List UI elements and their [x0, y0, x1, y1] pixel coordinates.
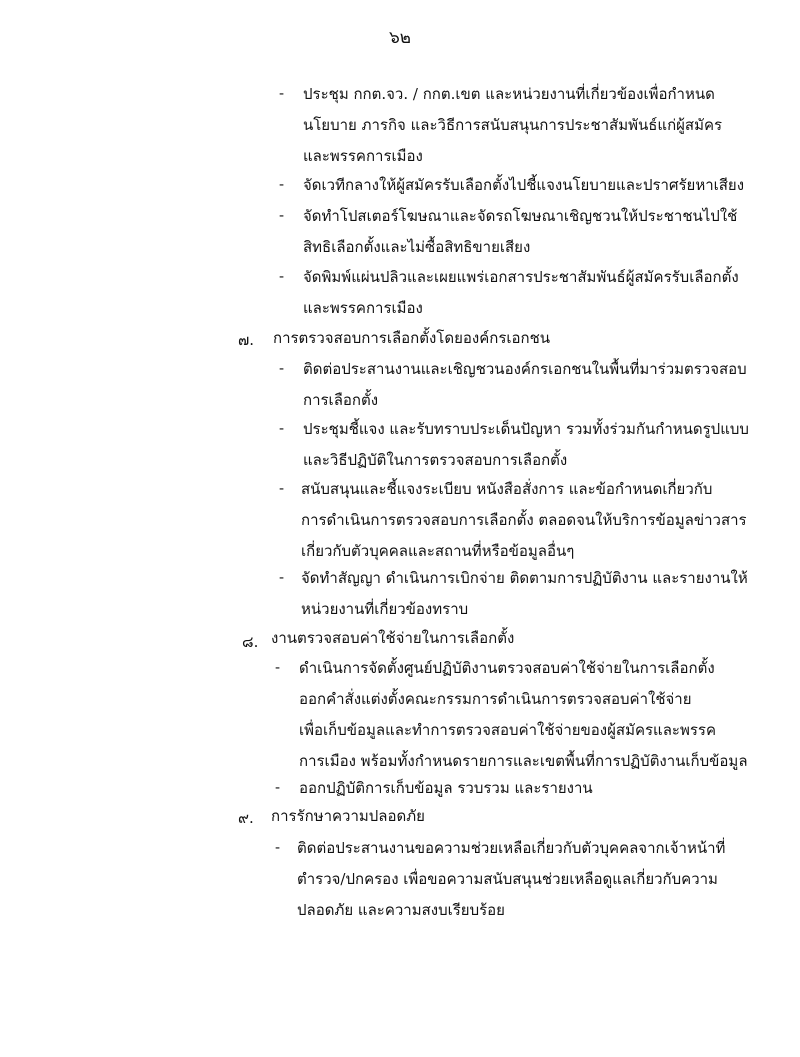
bullet-dash: -	[279, 568, 285, 586]
item-text: เกี่ยวกับตัวบุคคลและสถานที่หรือข้อมูลอื่นๆ	[301, 542, 575, 560]
item-text: จัดทำสัญญา ดำเนินการเบิกจ่าย ติดตามการปฏิบัติงาน และรายงานให้	[301, 569, 748, 587]
item-text: ดำเนินการจัดตั้งศูนย์ปฏิบัติงานตรวจสอบค่าใช้จ่ายในการเลือกตั้ง	[299, 659, 715, 677]
item-text: สนับสนุนและชี้แจงระเบียบ หนังสือสั่งการ และข้อกำหนดเกี่ยวกับ	[301, 480, 713, 498]
bullet-dash: -	[279, 84, 285, 102]
item-text: จัดทำโปสเตอร์โฆษณาและจัดรถโฆษณาเชิญชวนให้ประชาชนไปใช้	[303, 207, 738, 225]
item-text: ออกปฏิบัติการเก็บข้อมูล รวบรวม และรายงาน	[299, 779, 593, 797]
section-number: ๙.	[238, 809, 254, 827]
item-text: และพรรคการเมือง	[303, 147, 423, 165]
item-text: ติดต่อประสานงานและเชิญชวนองค์กรเอกชนในพื้นที่มาร่วมตรวจสอบ	[303, 360, 747, 378]
item-text: นโยบาย ภารกิจ และวิธีการสนับสนุนการประชาสัมพันธ์แก่ผู้สมัคร	[303, 116, 723, 134]
bullet-dash: -	[279, 359, 285, 377]
item-text: ออกคำสั่งแต่งตั้งคณะกรรมการดำเนินการตรวจสอบค่าใช้จ่าย	[299, 690, 692, 708]
item-text: เพื่อเก็บข้อมูลและทำการตรวจสอบค่าใช้จ่ายของผู้สมัครและพรรค	[299, 721, 717, 739]
bullet-dash: -	[279, 206, 285, 224]
section-title: การตรวจสอบการเลือกตั้งโดยองค์กรเอกชน	[273, 329, 551, 347]
section-title: งานตรวจสอบค่าใช้จ่ายในการเลือกตั้ง	[271, 629, 515, 647]
bullet-dash: -	[275, 658, 281, 676]
item-text: จัดพิมพ์แผ่นปลิวและเผยแพร่เอกสารประชาสัมพันธ์ผู้สมัครรับเลือกตั้ง	[303, 268, 739, 286]
item-text: สิทธิเลือกตั้งและไม่ซื้อสิทธิขายเสียง	[303, 238, 531, 256]
bullet-dash: -	[279, 267, 285, 285]
section-title: การรักษาความปลอดภัย	[271, 807, 425, 825]
item-text: หน่วยงานที่เกี่ยวข้องทราบ	[301, 600, 469, 618]
item-text: ติดต่อประสานงานขอความช่วยเหลือเกี่ยวกับตัวบุคคลจากเจ้าหน้าที่	[297, 839, 726, 857]
page-number: ๖๒	[389, 28, 411, 48]
item-text: ประชุม กกต.จว. / กกต.เขต และหน่วยงานที่เกี่ยวข้องเพื่อกำหนด	[303, 85, 715, 103]
item-text: จัดเวทีกลางให้ผู้สมัครรับเลือกตั้งไปชี้แจงนโยบายและปราศรัยหาเสียง	[303, 176, 745, 194]
item-text: การเมือง พร้อมทั้งกำหนดรายการและเขตพื้นที่การปฏิบัติงานเก็บข้อมูล	[299, 752, 748, 770]
item-text: ปลอดภัย และความสงบเรียบร้อย	[297, 901, 505, 919]
bullet-dash: -	[279, 479, 285, 497]
bullet-dash: -	[275, 778, 281, 796]
item-text: การดำเนินการตรวจสอบการเลือกตั้ง ตลอดจนให้บริการข้อมูลข่าวสาร	[301, 511, 747, 529]
item-text: ประชุมชี้แจง และรับทราบประเด็นปัญหา รวมทั้งร่วมกันกำหนดรูปแบบ	[303, 420, 749, 438]
bullet-dash: -	[279, 175, 285, 193]
item-text: การเลือกตั้ง	[303, 391, 379, 409]
section-number: ๘.	[242, 633, 259, 651]
bullet-dash: -	[275, 838, 281, 856]
bullet-dash: -	[279, 419, 285, 437]
item-text: และพรรคการเมือง	[303, 299, 423, 317]
section-number: ๗.	[238, 331, 255, 349]
item-text: ตำรวจ/ปกครอง เพื่อขอความสนับสนุนช่วยเหลือดูแลเกี่ยวกับความ	[297, 870, 718, 888]
item-text: และวิธีปฏิบัติในการตรวจสอบการเลือกตั้ง	[303, 451, 568, 469]
